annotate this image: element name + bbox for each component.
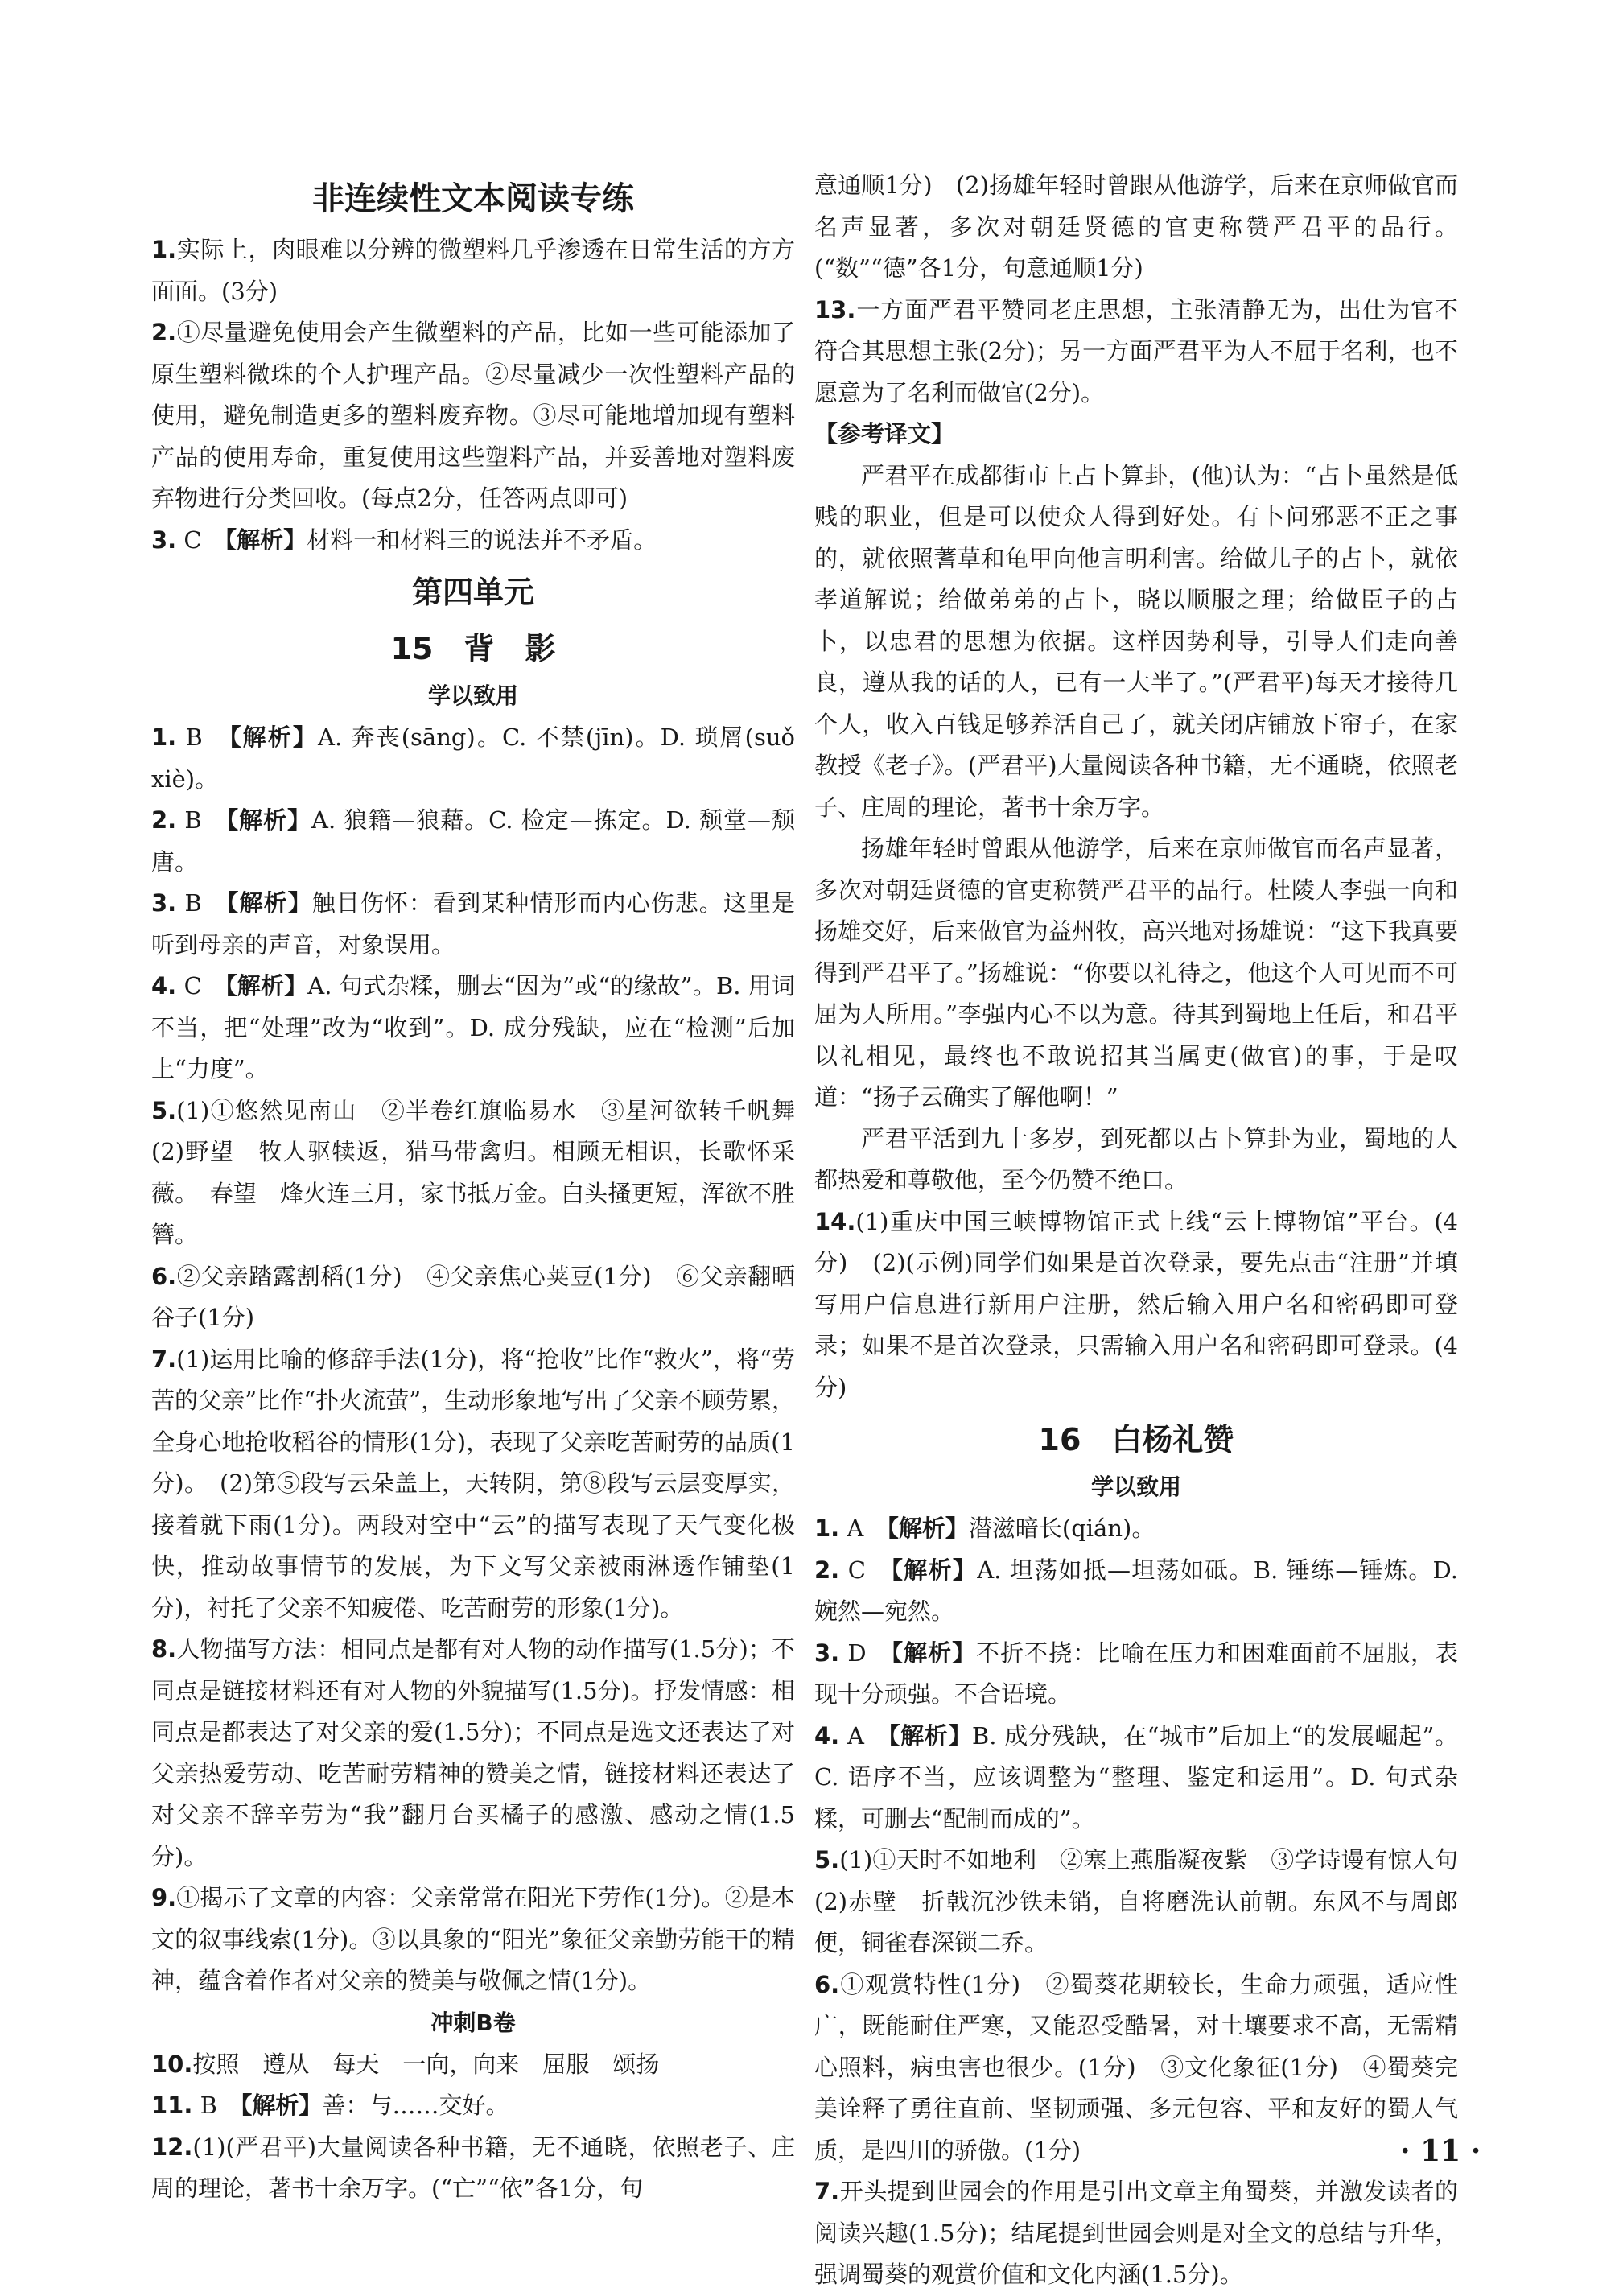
item-number: 5. <box>814 1846 840 1873</box>
item-text: 不折不挠：比喻在压力和困难面前不屈服，表现十分顽强。不合语境。 <box>814 1639 1458 1708</box>
item-number: 12. <box>151 2133 193 2161</box>
answer-item <box>814 1508 1458 1550</box>
item-text: A. 句式杂糅，删去“因为”或“的缘故”。B. 用词不当，把“处理”改为“收到”。D. 成分残缺，应在“检测”后加上“力度”。 <box>151 972 796 1082</box>
answer-choice: B <box>185 723 203 751</box>
item-text: 意通顺1分) (2)扬雄年轻时曾跟从他游学，后来在京师做官而名声显著，多次对朝廷贤德的官吏称赞严君平的品行。(“数”“德”各1分，句意通顺1分) <box>814 171 1458 282</box>
item-number: 6. <box>151 1262 177 1290</box>
item-number: 4. <box>151 972 177 1000</box>
item-number: 3. <box>151 526 177 554</box>
item-text: A. 狼籍—狼藉。C. 检定—拣定。D. 颓堂—颓唐。 <box>151 806 795 876</box>
paragraph: 扬雄年轻时曾跟从他游学，后来在京师做官而名声显著，多次对朝廷贤德的官吏称赞严君平的品行。杜陵人李强一向和扬雄交好，后来做官为益州牧，高兴地对扬雄说：“这下我真要得到严君平了。”扬雄说：“你要以礼待之，他这个人可见而不可屈为人所用。”李强内心不以为意。待其到蜀地上任后，和君平以礼相见，最终也不敢说招其当属吏(做官)的事，于是叹道：“扬子云确实了解他啊！” <box>814 835 1458 1111</box>
section-heading: 16 白杨礼赞 <box>1038 1422 1234 1457</box>
item-text: (1)重庆中国三峡博物馆正式上线“云上博物馆”平台。(4分) (2)(示例)同学们如果是首次登录，要先点击“注册”并填写用户信息进行新用户注册，然后输入用户名和密码即可登录；如果不是首次登录，只需输入用户名和密码即可登录。(4分) <box>814 1207 1458 1401</box>
left-column <box>151 165 819 2210</box>
answer-item <box>814 2171 1458 2296</box>
item-number: 1. <box>814 1515 840 1542</box>
item-text: B. 成分残缺，在“城市”后加上“的发展崛起”。C. 语序不当，应该调整为“整理、鉴定和运用”。D. 句式杂糅，可删去“配制而成的”。 <box>814 1721 1458 1832</box>
section-heading: 非连续性文本阅读专练 <box>312 180 634 217</box>
section-heading: 第四单元 <box>411 575 534 610</box>
analysis-tag: 【解析】 <box>226 889 312 917</box>
analysis-tag: 【解析】 <box>226 806 311 834</box>
answer-item <box>814 1202 1458 1409</box>
item-text: 按照 遵从 每天 一向，向来 屈服 颂扬 <box>192 2050 660 2078</box>
right-column <box>814 165 1482 2296</box>
answer-item <box>151 717 795 800</box>
item-number: 7. <box>814 2178 840 2205</box>
answer-item <box>151 520 795 562</box>
section-heading: 学以致用 <box>427 682 518 709</box>
answer-item <box>814 1964 1458 2172</box>
item-number: 2. <box>151 806 177 834</box>
analysis-tag: 【解析】 <box>891 1556 978 1584</box>
item-number: 5. <box>151 1096 177 1124</box>
answer-choice: A <box>847 1515 864 1542</box>
analysis-tag: 【解析】 <box>229 723 318 751</box>
answer-item <box>151 2127 795 2210</box>
section-heading: 冲刺B卷 <box>430 2009 516 2036</box>
item-text: 人物描写方法：相同点是都有对人物的动作描写(1.5分)；不同点是链接材料还有对人物的外貌描写(1.5分)。抒发情感：相同点是都表达了对父亲的爱(1.5分)；不同点是选文还表达了对父亲热爱劳动、吃苦耐劳精神的赞美之情，链接材料还表达了对父亲不辞辛劳为“我”翻月台买橘子的感激、感动之情(1.5分)。 <box>151 1635 795 1870</box>
analysis-tag: 【解析】 <box>225 526 307 554</box>
answer-choice: C <box>847 1556 866 1584</box>
analysis-tag: 【解析】 <box>888 1721 972 1750</box>
item-number: 6. <box>814 1970 840 1998</box>
answer-choice: B <box>200 2092 217 2119</box>
item-number: 3. <box>814 1639 840 1667</box>
answer-item <box>151 1878 795 2002</box>
answer-choice: A <box>847 1721 864 1750</box>
item-number: 2. <box>151 319 177 346</box>
answer-choice: D <box>847 1639 867 1667</box>
section-heading: 15 背 影 <box>390 631 556 666</box>
section-heading: 学以致用 <box>1090 1474 1181 1500</box>
item-number: 10. <box>151 2050 193 2078</box>
answer-item <box>814 1840 1482 1964</box>
item-text: ①尽量避免使用会产生微塑料的产品，比如一些可能添加了原生塑料微珠的个人护理产品。②尽量减少一次性塑料产品的使用，避免制造更多的塑料废弃物。③尽可能地增加现有塑料产品的使用寿命，重复使用这些塑料产品，并妥善地对塑料废弃物进行分类回收。(每点2分，任答两点即可) <box>151 319 795 512</box>
answer-item <box>151 800 795 883</box>
item-number: 11. <box>151 2092 193 2119</box>
item-text: (1)(严君平)大量阅读各种书籍，无不通晓，依照老子、庄周的理论，著书十余万字。(“亡”“依”各1分，句 <box>151 2133 795 2202</box>
item-text: 善：与……交好。 <box>322 2092 509 2119</box>
item-number: 3. <box>151 889 177 917</box>
answer-choice: C <box>183 972 202 1000</box>
item-number: 8. <box>151 1635 177 1663</box>
answer-item <box>151 1629 795 1878</box>
answer-item <box>151 312 795 520</box>
answer-item <box>151 1256 795 1339</box>
answer-item <box>151 2085 795 2127</box>
analysis-tag: 【解析】 <box>240 2092 323 2119</box>
answer-choice: C <box>183 526 202 554</box>
translation-label: 【参考译文】 <box>814 420 955 447</box>
item-number: 13. <box>814 295 856 324</box>
answer-item <box>814 1633 1458 1716</box>
paragraph: 严君平在成都街市上占卜算卦，(他)认为：“占卜虽然是低贱的职业，但是可以使众人得到好处。有卜问邪恶不正之事的，就依照蓍草和龟甲向他言明利害。给做儿子的占卜，就依孝道解说；给做弟弟的占卜，晓以顺服之理；给做臣子的占卜，以忠君的思想为依据。这样因势利导，引导人们走向善良，遵从我的话的人，已有一大半了。”(严君平)每天才接待几个人，收入百钱足够养活自己了，就关闭店铺放下帘子，在家教授《老子》。(严君平)大量阅读各种书籍，无不通晓，依照老子、庄周的理论，著书十余万字。 <box>814 461 1458 821</box>
item-text: ②父亲踏露割稻(1分) ④父亲焦心荚豆(1分) ⑥父亲翻晒谷子(1分) <box>151 1262 795 1331</box>
answer-item <box>151 1339 795 1630</box>
answer-item <box>151 2044 795 2086</box>
analysis-tag: 【解析】 <box>225 972 308 1000</box>
item-text: ①揭示了文章的内容：父亲常常在阳光下劳作(1分)。②是本文的叙事线索(1分)。③以具象的“阳光”象征父亲勤劳能干的精神，蕴含着作者对父亲的赞美与敬佩之情(1分)。 <box>151 1884 795 1994</box>
item-text: (1)①天时不如地利 ②塞上燕脂凝夜紫 ③学诗谩有惊人句 (2)赤壁 折戟沉沙铁未销，自将磨洗认前朝。东风不与周郎便，铜雀春深锁二乔。 <box>814 1846 1482 1956</box>
item-number: 9. <box>151 1884 177 1911</box>
analysis-tag: 【解析】 <box>887 1515 969 1542</box>
answer-choice: B <box>184 806 202 834</box>
answer-item <box>814 165 1458 290</box>
item-text: (1)运用比喻的修辞手法(1分)，将“抢收”比作“救火”，将“劳苦的父亲”比作“扑火流萤”，生动形象地写出了父亲不顾劳累，全身心地抢收稻谷的情形(1分)，表现了父亲吃苦耐劳的品质(1分)。 (2)第⑤段写云朵盖上，天转阴，第⑧段写云层变厚实，接着就下雨(1分)。两段对空中“云”的描写表现了天气变化极快，推动故事情节的发展，为下文写父亲被雨淋透作铺垫(1分)，衬托了父亲不知疲倦、吃苦耐劳的形象(1分)。 <box>151 1345 795 1622</box>
answer-choice: B <box>184 889 202 917</box>
analysis-tag: 【解析】 <box>891 1639 977 1667</box>
item-text: 潜滋暗长(qián)。 <box>968 1515 1155 1542</box>
answer-item <box>151 229 795 312</box>
item-number: 1. <box>151 236 177 263</box>
answer-item <box>814 1550 1458 1633</box>
item-number: 2. <box>814 1556 840 1584</box>
item-number: 1. <box>151 723 177 751</box>
item-text: A. 坦荡如抵—坦荡如砥。B. 锤练—锤炼。D. 婉然—宛然。 <box>814 1556 1458 1625</box>
paragraph: 严君平活到九十多岁，到死都以占卜算卦为业，蜀地的人都热爱和尊敬他，至今仍赞不绝口。 <box>814 1124 1458 1193</box>
item-text: 材料一和材料三的说法并不矛盾。 <box>307 526 657 554</box>
page-number: · 11 · <box>1400 2134 1481 2168</box>
item-number: 7. <box>151 1345 177 1373</box>
item-text: 开头提到世园会的作用是引出文章主角蜀葵，并激发读者的阅读兴趣(1.5分)；结尾提到世园会则是对全文的总结与升华，强调蜀葵的观赏价值和文化内涵(1.5分)。 <box>814 2178 1458 2288</box>
item-number: 4. <box>814 1721 840 1750</box>
item-text: A. 奔丧(sāng)。C. 不禁(jīn)。D. 琐屑(suǒ xiè)。 <box>151 723 795 793</box>
item-text: (1)①悠然见南山 ②半卷红旗临易水 ③星河欲转千帆舞 (2)野望 牧人驱犊返，猎马带禽归。相顾无相识，长歌怀采薇。 春望 烽火连三月，家书抵万金。白头搔更短，浑欲不胜簪。 <box>151 1096 819 1248</box>
answer-item <box>814 1716 1458 1841</box>
answer-item <box>151 1090 819 1256</box>
item-number: 14. <box>814 1207 856 1235</box>
answer-item <box>151 883 795 966</box>
answer-item <box>151 966 795 1090</box>
item-text: 实际上，肉眼难以分辨的微塑料几乎渗透在日常生活的方方面面。(3分) <box>151 236 795 305</box>
item-text: 一方面严君平赞同老庄思想，主张清静无为，出仕为官不符合其思想主张(2分)；另一方面严君平为人不屈于名利，也不愿意为了名利而做官(2分)。 <box>814 295 1458 406</box>
answer-item <box>814 290 1458 414</box>
item-text: 触目伤怀：看到某种情形而内心伤悲。这里是听到母亲的声音，对象误用。 <box>151 889 795 958</box>
item-text: ①观赏特性(1分) ②蜀葵花期较长，生命力顽强，适应性广，既能耐住严寒，又能忍受酷暑，对土壤要求不高，无需精心照料，病虫害也很少。(1分) ③文化象征(1分) ④蜀葵完美诠释了勇往直前、坚韧顽强、多元包容、平和友好的蜀人气质，是四川的骄傲。(1分) <box>814 1970 1458 2164</box>
